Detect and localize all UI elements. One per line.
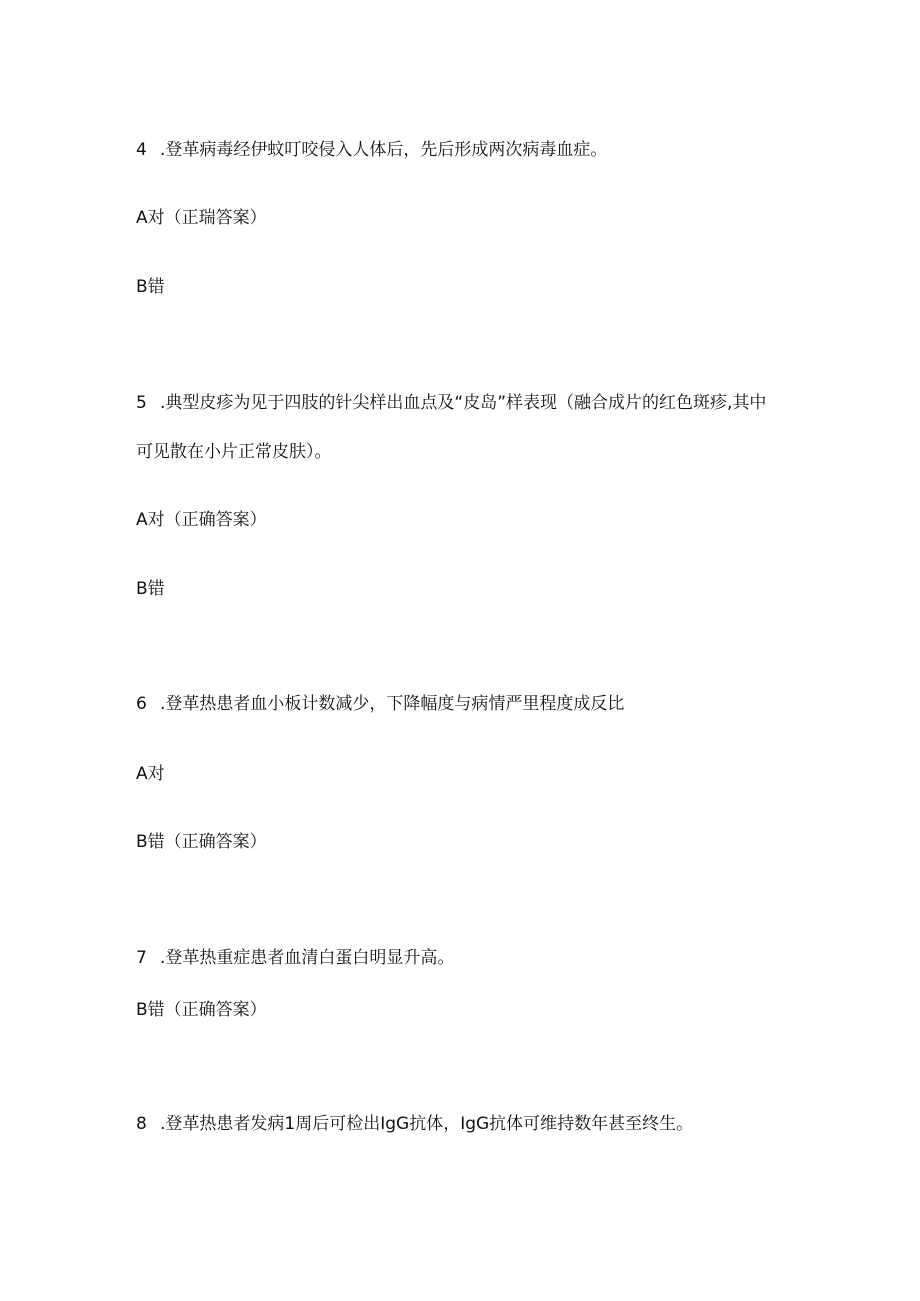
question-text: .登革热患者血小板计数减少，下降幅度与病情严里程度成反比 [160, 694, 625, 714]
option-a: A对 [136, 764, 165, 784]
question-stem [136, 692, 624, 716]
question-text-continued: 可见散在小片正常皮肤）。 [136, 442, 332, 462]
question-stem [136, 1112, 693, 1136]
question-number: 7 [136, 948, 147, 968]
option-b: B错（正确答案） [136, 1000, 267, 1020]
question-number: 6 [136, 694, 147, 714]
question-text: .登革热患者发病1周后可检出IgG抗体，IgG抗体可维持数年甚至终生。 [160, 1114, 694, 1134]
question-text: .典型皮疹为见于四肢的针尖样出血点及“皮岛”样表现（融合成片的红色斑疹,其中 [160, 393, 767, 413]
option-a: A对（正确答案） [136, 510, 267, 530]
question-text: .登革病毒经伊蚊叮咬侵入人体后，先后形成两次病毒血症。 [160, 140, 608, 160]
option-b: B错 [136, 277, 165, 297]
question-stem [136, 391, 766, 415]
question-number: 4 [136, 140, 147, 160]
question-number: 8 [136, 1114, 147, 1134]
question-number: 5 [136, 393, 147, 413]
question-stem [136, 138, 607, 162]
option-b: B错 [136, 579, 165, 599]
option-a: A对（正瑞答案） [136, 208, 267, 228]
question-text: .登革热重症患者血清白蛋白明显升高。 [160, 948, 455, 968]
question-stem [136, 946, 454, 970]
option-b: B错（正确答案） [136, 832, 267, 852]
